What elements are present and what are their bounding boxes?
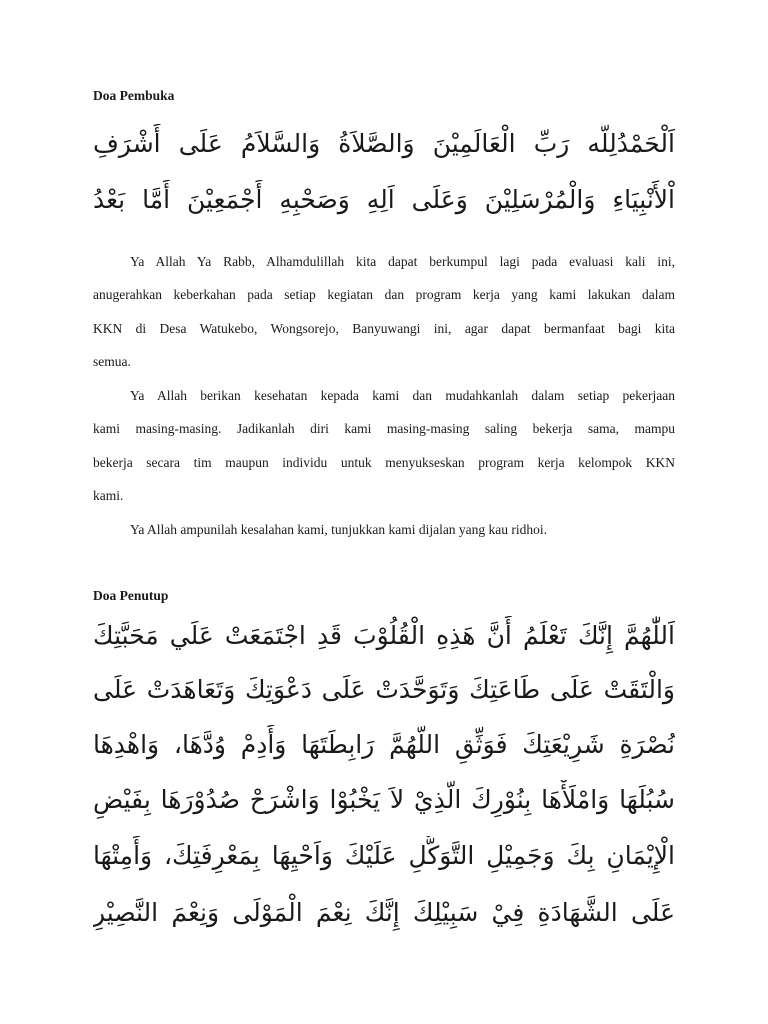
paragraph-line: Ya Allah ampunilah kesalahan kami, tunjukkan kami dijalan yang kau ridhoi. xyxy=(130,522,548,537)
paragraph-line: Ya Allah berikan kesehatan kepada kami dan mudahkanlah dalam setiap pekerjaan xyxy=(130,388,675,403)
paragraph-line: anugerahkan keberkahan pada setiap kegiatan dan program kerja yang kami lakukan dalam xyxy=(93,287,675,302)
opening-prayer-heading: Doa Pembuka xyxy=(93,88,175,103)
paragraph-line: kami masing-masing. Jadikanlah diri kami masing-masing saling bekerja sama, mampu xyxy=(93,421,675,436)
paragraph-line: kami. xyxy=(93,488,124,503)
paragraph-line: bekerja secara tim maupun individu untuk menyukseskan program kerja kelompok KKN xyxy=(93,455,675,470)
opening-arabic-line: اَلْحَمْدُلِلَّه رَبِّ الْعَالَمِيْنَ وَالصَّلاَةُ وَالسَّلاَمُ عَلَى أَشْرَفِ xyxy=(93,129,675,158)
closing-arabic-line: وَالْتَقَتْ عَلَى طَاعَتِكَ وَتَوَحَّدَتْ عَلَى دَعْوَتِكَ وَتَعَاهَدَتْ عَلَى xyxy=(93,675,675,704)
closing-arabic-line: الْإِيْمَانِ بِكَ وَجَمِيْلِ التَّوَكُّلِ عَلَيْكَ وَاَحْيِهَا بِمَعْرِفَتِكَ، وَأَمِتْهَا xyxy=(93,841,675,870)
paragraph-line: semua. xyxy=(93,354,131,369)
closing-arabic-line: عَلَى الشَّهَادَةِ فِيْ سَبِيْلِكَ إِنَّكَ نِعْمَ الْمَوْلَى وَنِعْمَ النَّصِيْرِ xyxy=(93,898,675,927)
closing-arabic-line: نُصْرَةِ شَرِيْعَتِكَ فَوَثِّقِ اللَّهُمَّ رَابِطَتَهَا وَأَدِمْ وُدَّهَا، وَاهْدِهَا xyxy=(93,730,675,759)
closing-prayer-heading: Doa Penutup xyxy=(93,588,169,603)
paragraph-line: Ya Allah Ya Rabb, Alhamdulillah kita dapat berkumpul lagi pada evaluasi kali ini, xyxy=(130,254,675,269)
paragraph-line: KKN di Desa Watukebo, Wongsorejo, Banyuwangi ini, agar dapat bermanfaat bagi kita xyxy=(93,321,675,336)
opening-arabic-line: اْلأَنْبِيَاءِ وَالْمُرْسَلِيْنَ وَعَلَى اَلِهِ وَصَحْبِهِ أَجْمَعِيْنَ أَمَّا بَعْدُ xyxy=(93,185,675,214)
closing-arabic-line: اَللّٰهُمَّ إِنَّكَ تَعْلَمُ أَنَّ هَذِهِ الْقُلُوْبَ قَدِ اجْتَمَعَتْ عَلَي مَحَبَّتِكَ xyxy=(93,621,675,650)
document-page xyxy=(93,0,675,1024)
closing-arabic-line: سُبُلَهَا وَامْلَأْهَا بِنُوْرِكَ الَّذِيْ لاَ يَخْبُوْا وَاشْرَحْ صُدُوْرَهَا بِفَيْضِ xyxy=(93,785,675,814)
